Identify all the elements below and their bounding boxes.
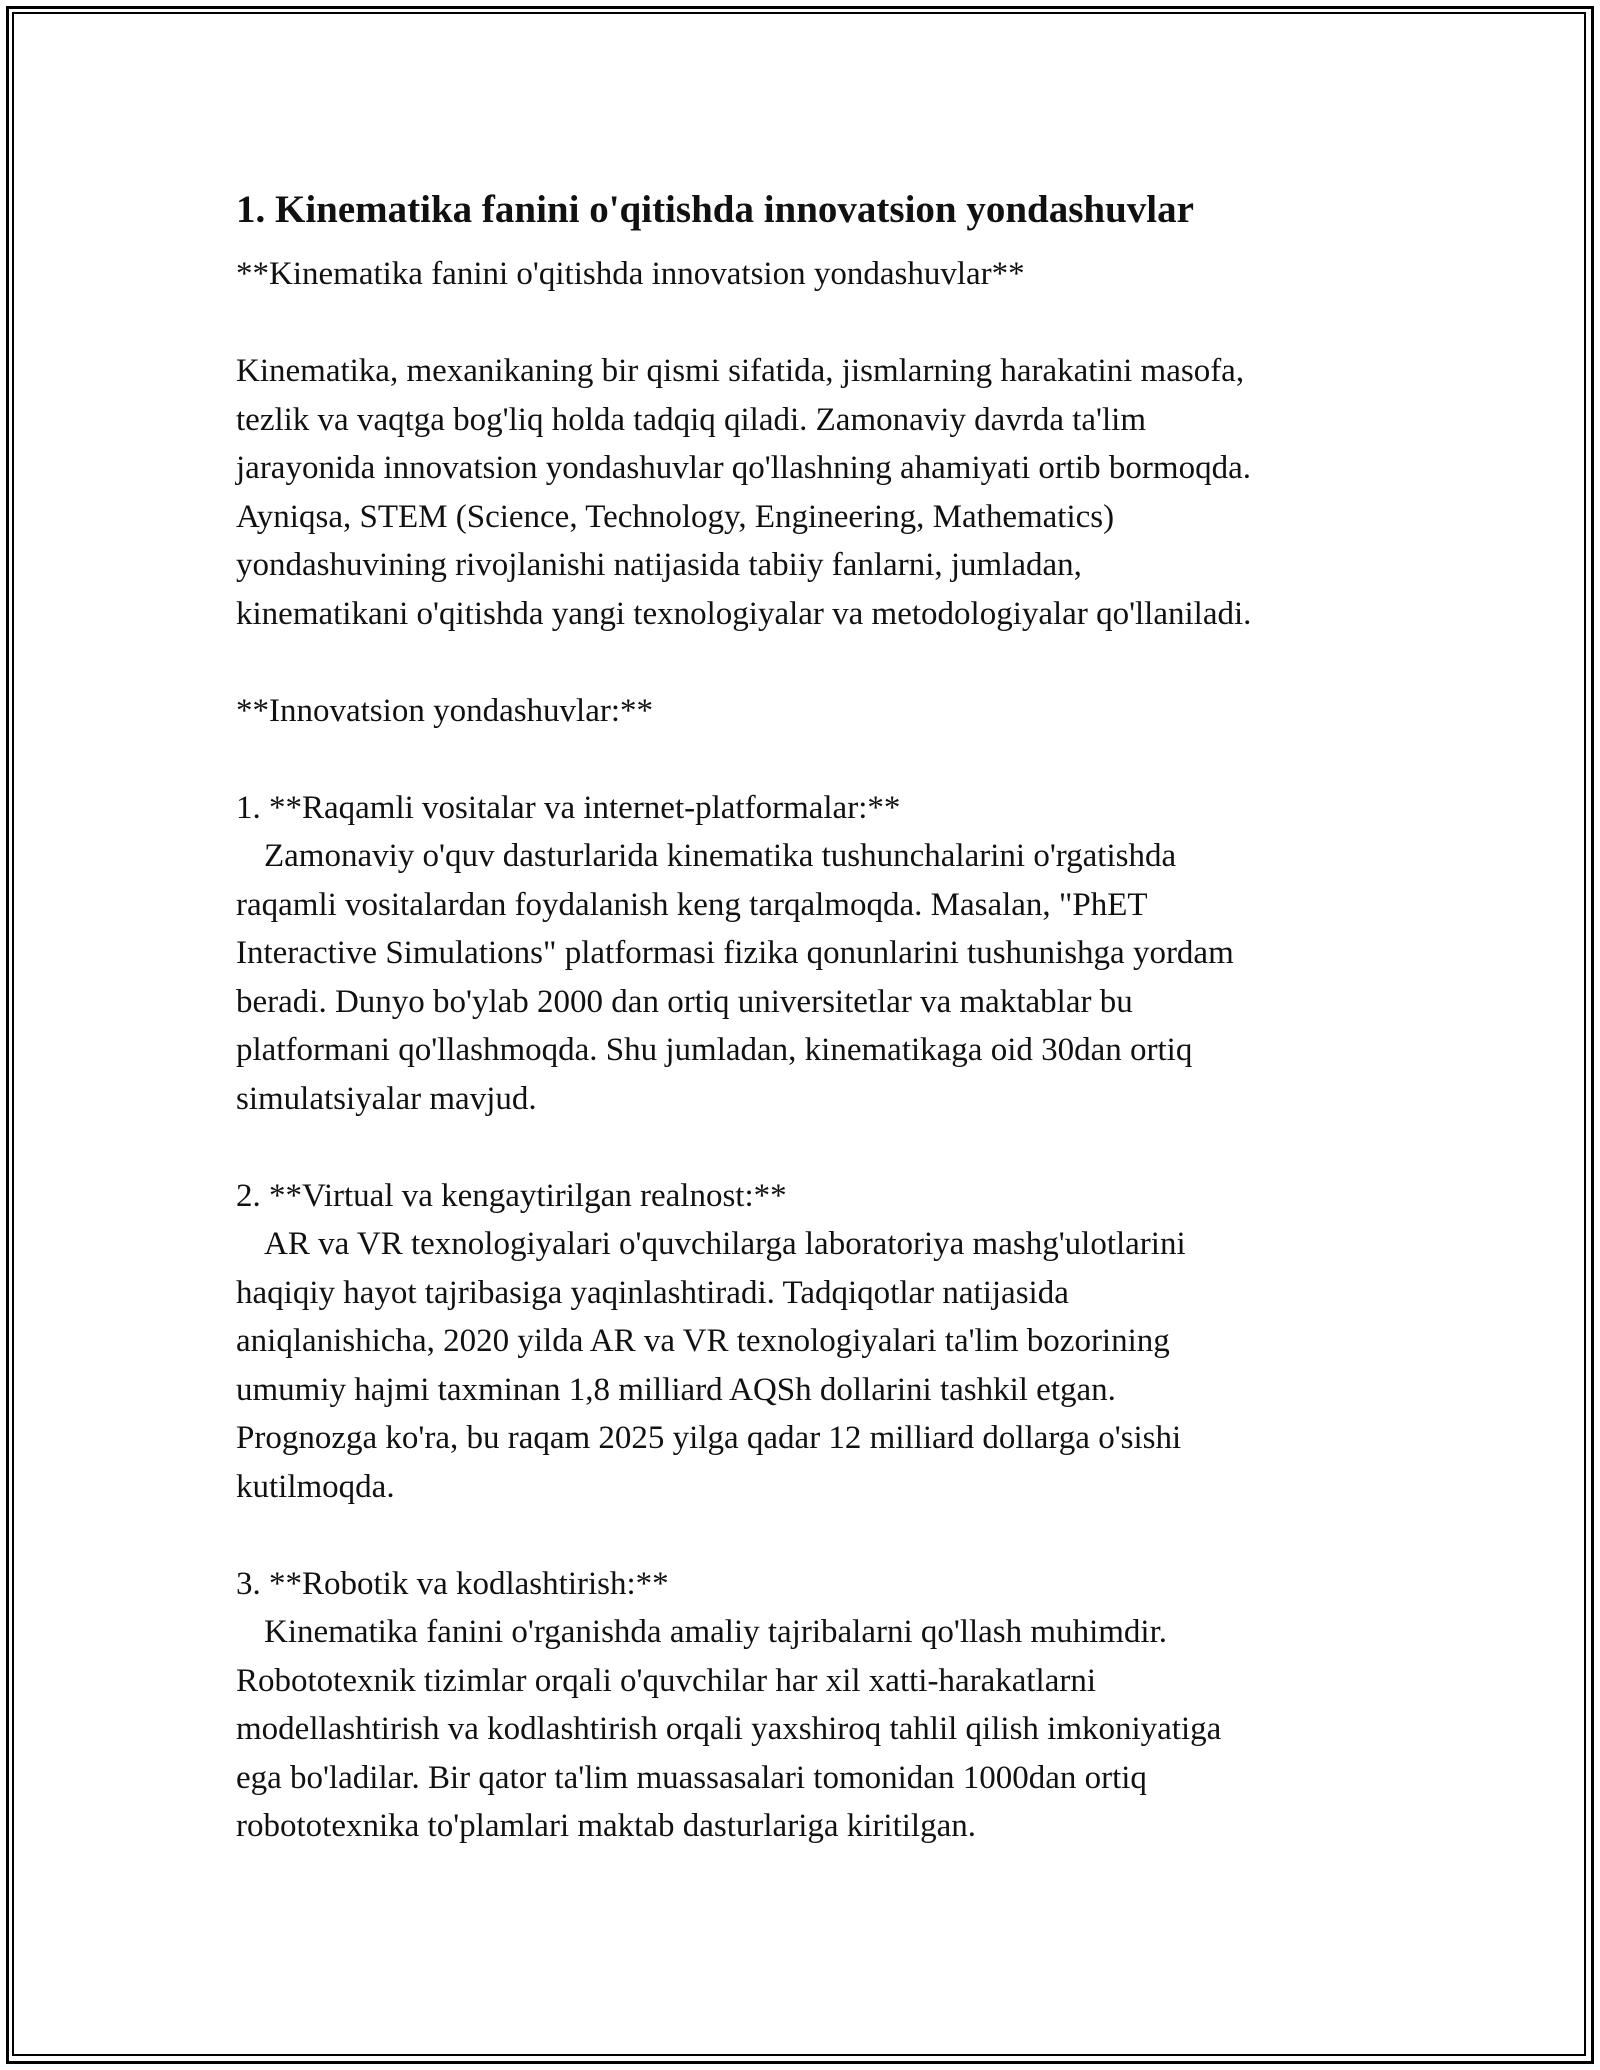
list-item-title: 3. **Robotik va kodlashtirish:** xyxy=(236,1566,669,1602)
intro-line: Kinematika, mexanikaning bir qismi sifatida, jismlarning harakatini masofa, xyxy=(236,353,1245,389)
body-line: Kinematika fanini o'rganishda amaliy tajribalarni qo'llash muhimdir. xyxy=(264,1614,1167,1650)
body-line: aniqlanishicha, 2020 yilda AR va VR texnologiyalari ta'lim bozorining xyxy=(236,1323,1170,1359)
intro-paragraph xyxy=(236,347,1396,638)
body-line: Zamonaviy o'quv dasturlarida kinematika tushunchalarini o'rgatishda xyxy=(264,838,1177,874)
document-title: 1. Kinematika fanini o'qitishda innovatsion yondashuvlar xyxy=(236,188,1194,231)
body-line: ega bo'ladilar. Bir qator ta'lim muassasalari tomonidan 1000dan ortiq xyxy=(236,1759,1147,1796)
body-line: platformani qo'llashmoqda. Shu jumladan, kinematikaga oid 30dan ortiq xyxy=(236,1032,1193,1068)
bold-title-line: **Kinematika fanini o'qitishda innovatsion yondashuvlar** xyxy=(236,256,1025,292)
list-item-body xyxy=(236,832,1396,1123)
body-line: beradi. Dunyo bo'ylab 2000 dan ortiq universitetlar va maktablar bu xyxy=(236,983,1133,1020)
body-line: robototexnika to'plamlari maktab dasturlariga kiritilgan. xyxy=(236,1808,976,1844)
list-item-body xyxy=(236,1220,1396,1511)
intro-line: jarayonida innovatsion yondashuvlar qo'llashning ahamiyati ortib bormoqda. xyxy=(236,450,1251,486)
list-item xyxy=(236,784,1396,1123)
body-line: modellashtirish va kodlashtirish orqali yaxshiroq tahlil qilish imkoniyatiga xyxy=(236,1711,1222,1747)
list-item xyxy=(236,1560,1396,1851)
body-line: haqiqiy hayot tajribasiga yaqinlashtiradi. Tadqiqotlar natijasida xyxy=(236,1274,1069,1311)
intro-line: Ayniqsa, STEM (Science, Technology, Engineering, Mathematics) xyxy=(236,498,1115,535)
section-heading: **Innovatsion yondashuvlar:** xyxy=(236,693,654,729)
list-item xyxy=(236,1172,1396,1511)
body-line: kutilmoqda. xyxy=(236,1468,395,1505)
body-line: Robototexnik tizimlar orqali o'quvchilar har xil xatti-harakatlarni xyxy=(236,1662,1097,1699)
document-body xyxy=(236,186,1396,1900)
intro-line: tezlik va vaqtga bog'liq holda tadqiq qiladi. Zamonaviy davrda ta'lim xyxy=(236,401,1146,438)
list-item-body xyxy=(236,1608,1396,1851)
body-line: Prognozga ko'ra, bu raqam 2025 yilga qadar 12 milliard dollarga o'sishi xyxy=(236,1420,1182,1456)
body-line: AR va VR texnologiyalari o'quvchilarga laboratoriya mashg'ulotlarini xyxy=(264,1226,1186,1262)
intro-line: yondashuvining rivojlanishi natijasida tabiiy fanlarni, jumladan, xyxy=(236,547,1082,583)
list-item-title: 1. **Raqamli vositalar va internet-platformalar:** xyxy=(236,790,901,826)
body-line: umumiy hajmi taxminan 1,8 milliard AQSh dollarini tashkil etgan. xyxy=(236,1371,1116,1408)
body-line: raqamli vositalardan foydalanish keng tarqalmoqda. Masalan, "PhET xyxy=(236,886,1148,923)
body-line: simulatsiyalar mavjud. xyxy=(236,1080,537,1117)
intro-line: kinematikani o'qitishda yangi texnologiyalar va metodologiyalar qo'llaniladi. xyxy=(236,595,1252,632)
body-line: Interactive Simulations" platformasi fizika qonunlarini tushunishga yordam xyxy=(236,935,1234,971)
list-item-title: 2. **Virtual va kengaytirilgan realnost:** xyxy=(236,1178,787,1214)
